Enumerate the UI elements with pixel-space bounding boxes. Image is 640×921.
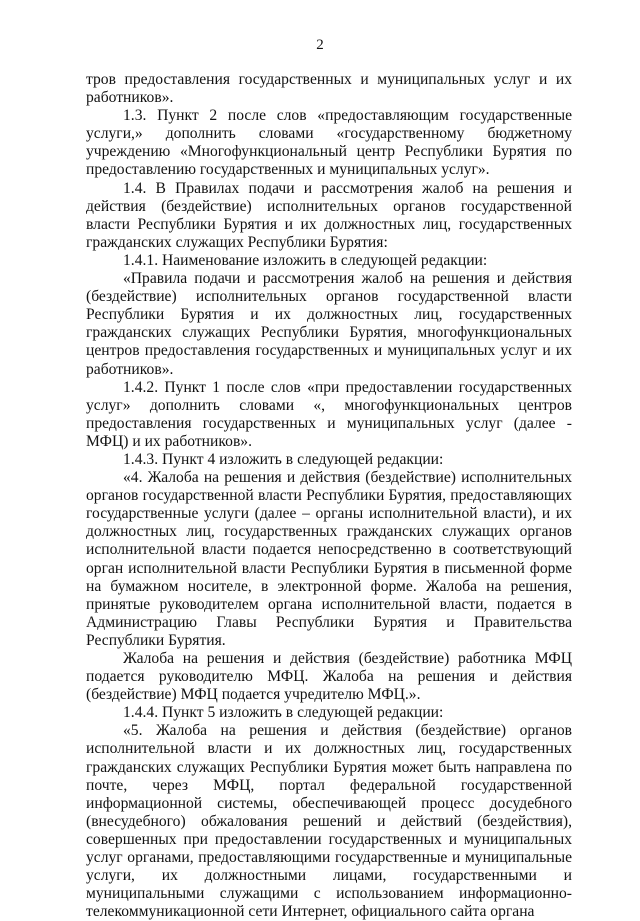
paragraph-point-5-quote: «5. Жалоба на решения и действия (бездействие) органов исполнительной власти и их должностных лиц, государственных гражданских служащих Республики Бурятия может быть направлена по почте, через МФЦ, портал федеральной государственной информационной системы, обеспечивающей процесс досудебного (внесудебного) обжалования решений и действий (бездействия), совершенных при предоставлении государственных и муниципальных услуг органами, предоставляющими государственные и муниципальные услуги, их должностными лицами, государственными и муниципальными служащими с использованием информационно-телекоммуникационной сети Интернет, официального сайта органа	[86, 722, 572, 921]
paragraph-rules-title-quote: «Правила подачи и рассмотрения жалоб на решения и действия (бездействие) исполнительных органов государственной власти Республики Бурятия и их должностных лиц, государственных гражданских служащих Республики Бурятия, многофункциональных центров предоставления государственных и муниципальных услуг и их работников».	[86, 270, 572, 378]
paragraph-1-4: 1.4. В Правилах подачи и рассмотрения жалоб на решения и действия (бездействие) исполнительных органов государственной власти Республики Бурятия и их должностных лиц, государственных гражданских служащих Республики Бурятия:	[86, 179, 572, 251]
paragraph-1-4-4: 1.4.4. Пункт 5 изложить в следующей редакции:	[123, 704, 444, 722]
paragraph-1-3: 1.3. Пункт 2 после слов «предоставляющим государственные услуги,» дополнить словами «государственному бюджетному учреждению «Многофункциональный центр Республики Бурятия по предоставлению государственных и муниципальных услуг».	[86, 107, 572, 179]
paragraph-continuation: тров предоставления государственных и муниципальных услуг и их работников».	[86, 71, 572, 107]
paragraph-point-4-quote: «4. Жалоба на решения и действия (бездействие) исполнительных органов государственной власти Республики Бурятия, предоставляющих государственные услуги (далее – органы исполнительной власти), и их должностных лиц, государственных гражданских служащих органов исполнительной власти подается непосредственно в соответствующий орган исполнительной власти Республики Бурятия в письменной форме на бумажном носителе, в электронной форме. Жалоба на решения, принятые руководителем органа исполнительной власти, подается в Администрацию Главы Республики Бурятия и Правительства Республики Бурятия.	[86, 469, 572, 649]
page-number: 2	[316, 37, 324, 53]
paragraph-1-4-2: 1.4.2. Пункт 1 после слов «при предоставлении государственных услуг» дополнить словами «, многофункциональных центров предоставления государственных и муниципальных услуг (далее - МФЦ) и их работников».	[86, 378, 572, 450]
paragraph-1-4-1: 1.4.1. Наименование изложить в следующей редакции:	[123, 251, 488, 269]
document-body	[86, 71, 572, 921]
paragraph-1-4-3: 1.4.3. Пункт 4 изложить в следующей редакции:	[123, 450, 444, 468]
paragraph-mfc-complaint: Жалоба на решения и действия (бездействие) работника МФЦ подается руководителю МФЦ. Жалоба на решения и действия (бездействие) МФЦ подается учредителю МФЦ.».	[86, 650, 572, 704]
